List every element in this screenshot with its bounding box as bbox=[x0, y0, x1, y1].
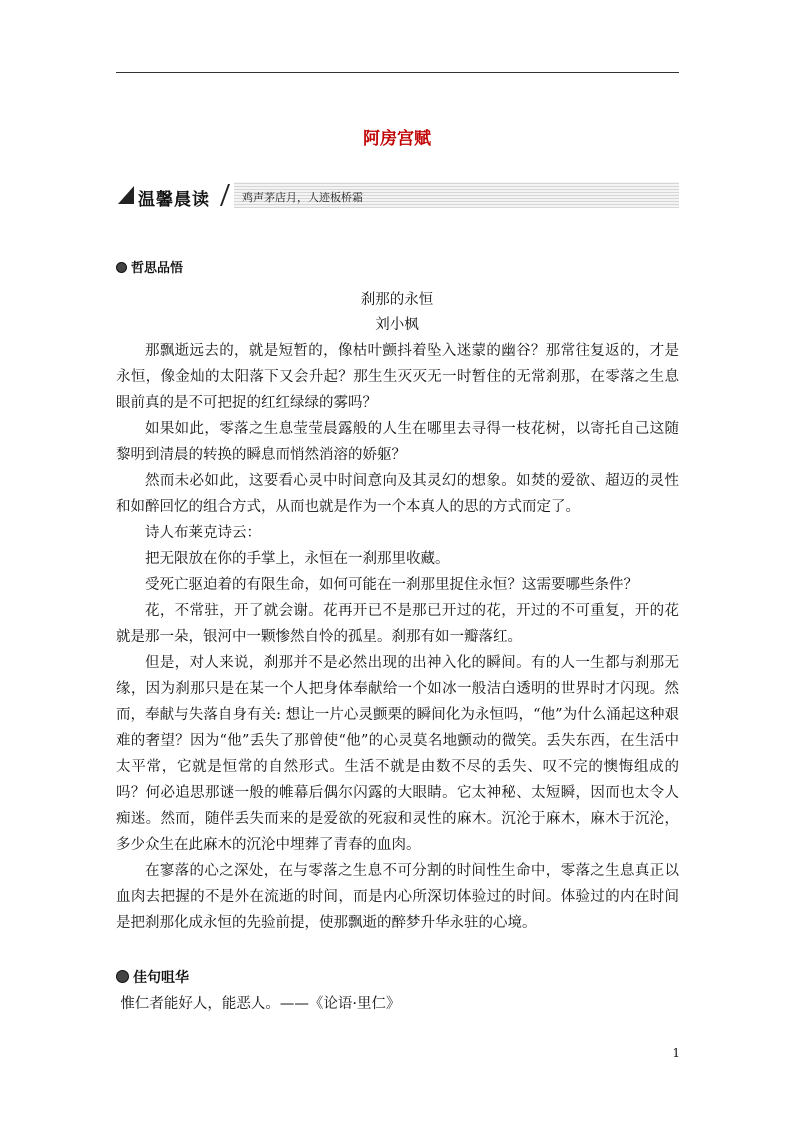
paragraph: 花，不常驻，开了就会谢。花再开已不是那已开过的花，开过的不可重复，开的花就是那一朵，银河中一颗惨然自怜的孤星。刹那有如一瓣落红。 bbox=[116, 603, 679, 645]
section-heading-label: 哲思品悟 bbox=[131, 261, 184, 276]
featured-quote: 惟仁者能好人，能恶人。——《论语·里仁》 bbox=[120, 996, 401, 1012]
section-heading-reflection bbox=[116, 257, 183, 276]
banner-tag bbox=[116, 182, 234, 208]
paragraph: 如果如此，零落之生息莹莹晨露般的人生在哪里去寻得一枝花树，以寄托自己这随黎明到清晨的转换的瞬息而悄然消溶的娇躯？ bbox=[116, 421, 679, 463]
banner-title: 温馨晨读 bbox=[138, 190, 210, 210]
paragraph: 那飘逝远去的，就是短暂的，像枯叶颤抖着坠入迷蒙的幽谷？那常往复返的，才是永恒，像金灿的太阳落下又会升起？那生生灭灭无一时暂住的无常刹那，在零落之生息眼前真的是不可把捉的红红绿绿的雾吗？ bbox=[116, 343, 679, 411]
paragraph: 但是，对人来说，刹那并不是必然出现的出神入化的瞬间。有的人一生都与刹那无缘，因为刹那只是在某一个人把身体奉献给一个如冰一般洁白透明的世界时才闪现。然而，奉献与失落自身有关: 想让一片心灵颤栗的瞬间化为永恒吗，“他”为什么涌起这种艰难的奢望？因为“他”丢失了那曾使“他”的心灵莫名地颤动的微笑。丢失东西，在生活中太平常，它就是恒常的自然形式。生活不就是由数不尽的丢失、叹不完的懊悔组成的吗？何必追思那谜一般的帷幕后偶尔闪露的大眼睛。它太神秘、太短瞬，因而也太令人痴迷。然而，随伴丢失而来的是爱欲的死寂和灵性的麻木。沉沦于麻木，麻木于沉沦，多少众生在此麻木的沉沦中埋葬了青春的血肉。 bbox=[116, 655, 679, 853]
essay-author: 刘小枫 bbox=[375, 317, 419, 333]
banner-separator bbox=[220, 184, 230, 206]
paragraph: 把无限放在你的手掌上，永恒在一刹那里收藏。 bbox=[145, 551, 450, 567]
section-heading-label: 佳句咀华 bbox=[133, 970, 189, 986]
paragraph: 然而未必如此，这要看心灵中时间意向及其灵幻的想象。如焚的爱欲、超迈的灵性和如醉回忆的组合方式，从而也就是作为一个本真人的思的方式而定了。 bbox=[116, 473, 679, 515]
page-number: 1 bbox=[672, 1046, 680, 1060]
banner-slash-icon bbox=[118, 186, 134, 204]
essay-body bbox=[116, 338, 679, 936]
section-heading-quotes bbox=[116, 967, 189, 987]
paragraph: 诗人布莱克诗云： bbox=[145, 525, 261, 541]
banner-subtitle: 鸡声茅店月，人迹板桥霜 bbox=[242, 191, 363, 204]
paragraph: 在寥落的心之深处，在与零落之生息不可分割的时间性生命中，零落之生息真正以血肉去把握的不是外在流逝的时间，而是内心所深切体验过的时间。体验过的内在时间是把刹那化成永恒的先验前提，使那飘逝的醉梦升华永驻的心境。 bbox=[116, 863, 679, 931]
header-rule bbox=[116, 72, 679, 73]
bullet-dot-icon bbox=[116, 262, 127, 273]
paragraph: 受死亡驱迫着的有限生命，如何可能在一刹那里捉住永恒？这需要哪些条件？ bbox=[145, 577, 638, 593]
section-banner bbox=[116, 182, 679, 208]
page-title: 阿房宫赋 bbox=[363, 129, 431, 149]
bullet-dot-icon bbox=[116, 970, 129, 983]
essay-title: 刹那的永恒 bbox=[360, 292, 434, 308]
